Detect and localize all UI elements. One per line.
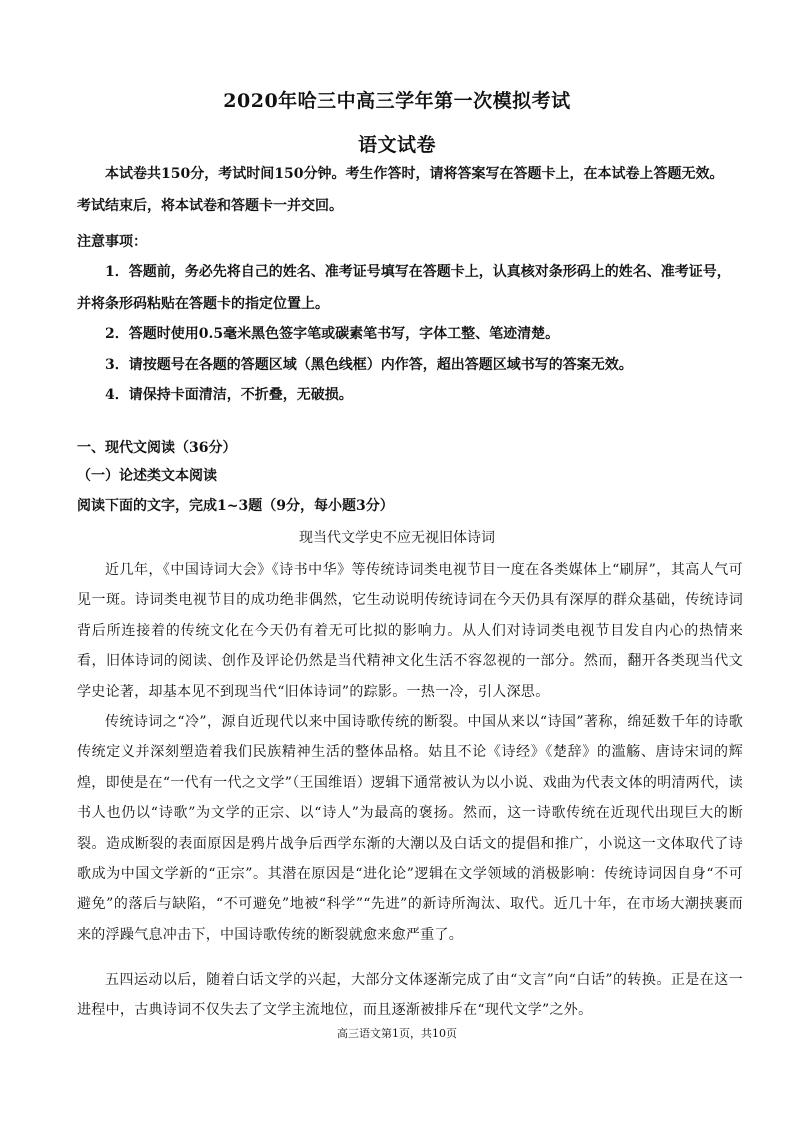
intro-line-2: 考试结束后，将本试卷和答题卡一并交回。 [77,198,343,214]
notes-heading: 注意事项： [77,234,147,250]
note-1-line-2: 并将条形码粘贴在答题卡的指定位置上。 [77,296,329,312]
note-3-line-1: 3．请按题号在各题的答题区域（黑色线框）内作答，超出答题区域书写的答案无效。 [105,357,633,373]
article-paragraph-1: 近几年，《中国诗词大会》《诗书中华》等传统诗词类电视节目一度在各类媒体上“刷屏”，其高人气可见一斑。诗词类电视节目的成功绝非偶然，它生动说明传统诗词在今天仍具有深厚的群众基础，传统诗词背后所连接着的传统文化在今天仍有着无可比拟的影响力。从人们对诗词类电视节目发自内心的热情来看，旧体诗词的阅读、创作及评论仍然是当代精神文化生活不容忽视的一部分。然而，翻开各类现当代文学史论著，却基本见不到现当代“旧体诗词”的踪影。一热一冷，引人深思。 [77,562,743,700]
note-item-4 [77,379,743,411]
exam-subtitle: 语文试卷 [357,134,436,156]
article-title: 现当代文学史不应无视旧体诗词 [299,530,495,546]
note-item-2 [77,318,743,350]
section-part-heading: 一、现代文阅读（36分） [77,440,237,456]
exam-title: 2020年哈三中高三学年第一次模拟考试 [223,90,571,112]
article-paragraph-2: 传统诗词之“冷”，源自近现代以来中国诗歌传统的断裂。中国从来以“诗国”著称，绵延数千年的诗歌传统定义并深刻塑造着我们民族精神生活的整体品格。姑且不论《诗经》《楚辞》的滥觞、唐诗宋词的辉煌，即使是在“一代有一代之文学”（王国维语）逻辑下通常被认为以小说、戏曲为代表文体的明清两代，读书人也仍以“诗歌”为文学的正宗、以“诗人”为最高的褒扬。然而，这一诗歌传统在近现代出现巨大的断裂。造成断裂的表面原因是鸦片战争后西学东渐的大潮以及白话文的提倡和推广，小说这一文体取代了诗歌成为中国文学新的“正宗”。其潜在原因是“进化论”逻辑在文学领域的消极影响：传统诗词因自身“不可避免”的落后与缺陷，“不可避免”地被“科学”“先进”的新诗所淘汰、取代。近几十年，在市场大潮挟裹而来的浮躁气息冲击下，中国诗歌传统的断裂就愈来愈严重了。 [77,714,743,943]
exam-intro [77,158,743,222]
intro-line-1: 本试卷共150分，考试时间150分钟。考生作答时，请将答案写在答题卡上，在本试卷上答题无效。 [105,166,724,182]
note-item-1 [77,256,743,320]
page-footer: 高三语文第1页，共10页 [337,1027,457,1040]
note-4-line-1: 4．请保持卡面清洁，不折叠，无破损。 [105,387,353,403]
note-2-line-1: 2．答题时使用0.5毫米黑色签字笔或碳素笔书写，字体工整、笔迹清楚。 [105,326,560,342]
reading-instruction: 阅读下面的文字，完成1~3题（9分，每小题3分） [77,498,394,514]
section-subpart-heading: （一）论述类文本阅读 [77,468,217,484]
article-paragraph-3: 五四运动以后，随着白话文学的兴起，大部分文体逐渐完成了由“文言”向“白话”的转换。正是在这一进程中，古典诗词不仅失去了文学主流地位，而且逐渐被排斥在“现代文学”之外。 [77,972,743,1019]
note-item-3 [77,349,743,381]
note-1-line-1: 1．答题前，务必先将自己的姓名、准考证号填写在答题卡上，认真核对条形码上的姓名、准考证号， [105,264,731,280]
